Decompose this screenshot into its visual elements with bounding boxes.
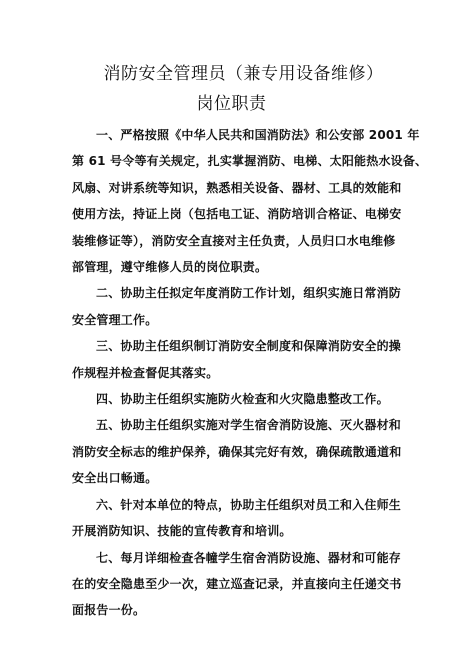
paragraph-line: 作规程并检查督促其落实。 (72, 365, 219, 380)
paragraph-line: 安全出口畅通。 (72, 471, 158, 486)
paragraph-line: 二、协助主任拟定年度消防工作计划，组织实施日常消防 (96, 286, 402, 301)
paragraph-3 (72, 333, 402, 386)
paragraph-6 (72, 492, 402, 545)
paragraph-line: 面报告一份。 (72, 603, 146, 618)
paragraph-4 (72, 386, 402, 412)
paragraph-line: 七、每月详细检查各幢学生宿舍消防设施、器材和可能存 (96, 550, 402, 565)
paragraph-line: 四、协助主任组织实施防火检查和火灾隐患整改工作。 (96, 392, 389, 407)
paragraph-line: 六、针对本单位的特点，协助主任组织对员工和入住师生 (96, 497, 402, 512)
paragraph-7 (72, 545, 402, 624)
paragraph-line: 五、协助主任组织实施对学生宿舍消防设施、灭火器材和 (96, 418, 402, 433)
paragraph-line: 安全管理工作。 (72, 312, 158, 327)
paragraph-2 (72, 280, 402, 333)
document-body (72, 122, 428, 624)
paragraph-line: 使用方法，持证上岗（包括电工证、消防培训合格证、电梯安 (72, 207, 402, 222)
paragraph-line: 在的安全隐患至少一次，建立巡查记录，并直接向主任递交书 (72, 576, 402, 591)
paragraph-line: 一、严格按照《中华人民共和国消防法》和公安部 2001 年 (96, 128, 420, 142)
paragraph-5 (72, 412, 402, 491)
paragraph-line: 部管理，遵守维修人员的岗位职责。 (72, 260, 268, 275)
document-title: 消防安全管理员（兼专用设备维修） (103, 64, 384, 84)
paragraph-line: 三、协助主任组织制订消防安全制度和保障消防安全的操 (96, 339, 402, 354)
paragraph-line: 风扇、对讲系统等知识，熟悉相关设备、器材、工具的效能和 (72, 180, 402, 195)
paragraph-line: 开展消防知识、技能的宣传教育和培训。 (72, 524, 292, 539)
document-subtitle: 岗位职责 (196, 94, 267, 114)
paragraph-line: 第 61 号令等有关规定，扎实掌握消防、电梯、太阳能热水设备、 (72, 154, 428, 169)
paragraph-1 (72, 122, 428, 280)
paragraph-line: 装维修证等），消防安全直接对主任负责，人员归口水电维修 (72, 233, 396, 248)
paragraph-line: 消防安全标志的维护保养，确保其完好有效，确保疏散通道和 (72, 444, 402, 459)
